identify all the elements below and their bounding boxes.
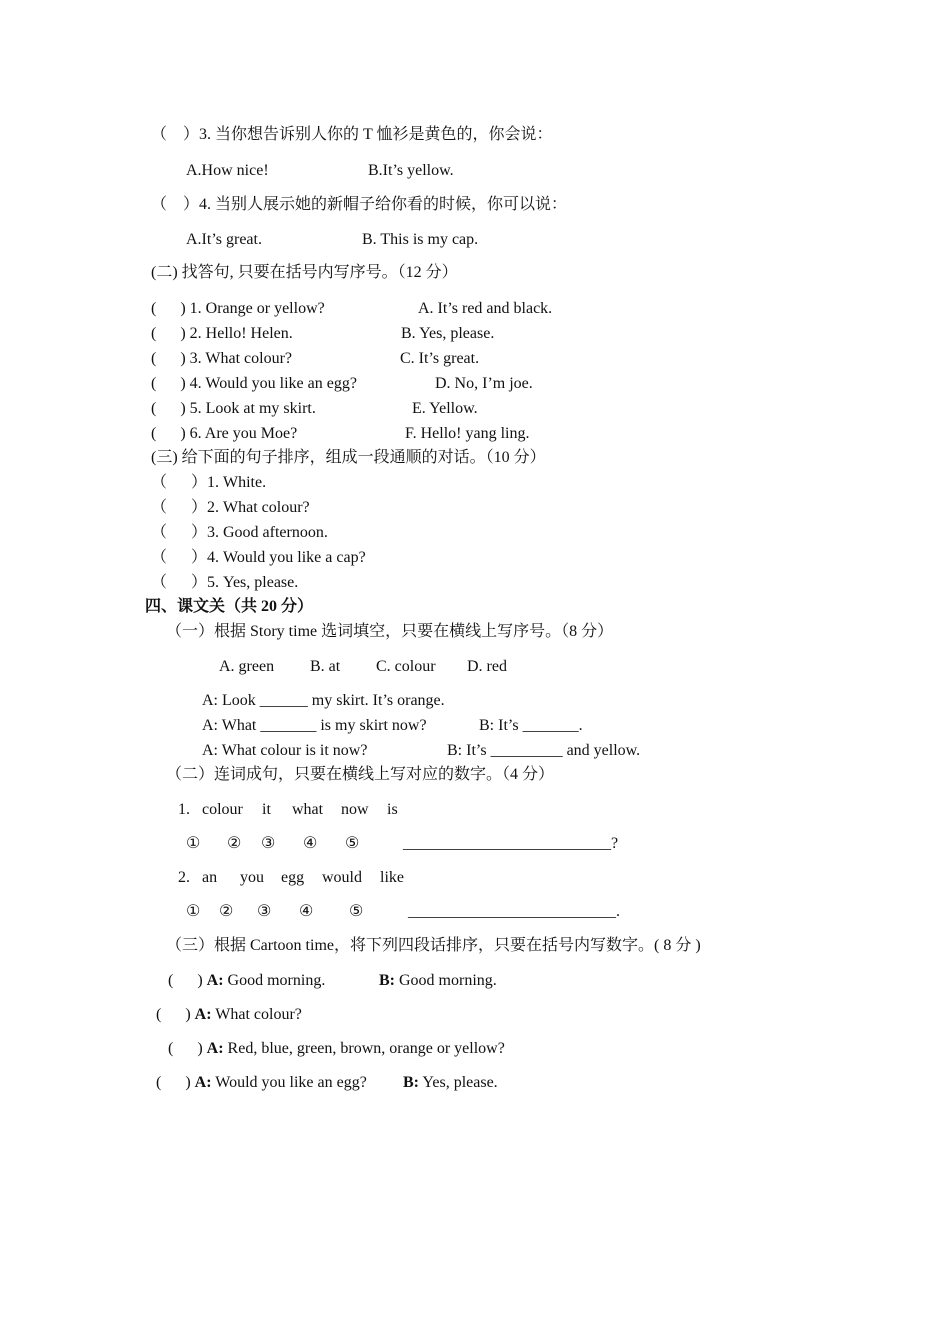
match-question: ( ) 5. Look at my skirt. [151,400,316,417]
word-item: like [380,869,404,886]
speech-text: What colour? [215,1006,302,1023]
answer-blank: __________________________? [403,835,619,852]
dialogue-line: A: What colour is it now? [202,742,368,759]
subsection-heading: （一）根据 Story time 选词填空，只要在横线上写序号。（8 分） [166,623,614,640]
question-text: 当你想告诉别人你的 T 恤衫是黄色的，你会说： [215,126,553,143]
option-a: A.How nice! [186,162,269,179]
question-number: （ ）4. [151,196,212,213]
answer-paren: ( ) [156,1006,191,1023]
word-item: you [240,869,264,886]
word-item: what [292,801,324,818]
speech-text: Good morning. [227,972,326,989]
word-option: B. at [310,658,341,675]
circled-number: ④ [303,835,318,852]
speech-text: Red, blue, green, brown, orange or yellow? [227,1040,505,1057]
order-item: （ ）3. Good afternoon. [151,524,328,541]
answer-blank: __________________________. [408,903,620,920]
question-3 [151,125,553,145]
match-answer: D. No, I’m joe. [435,375,533,392]
cartoon-line [168,1039,505,1059]
cartoon-line [156,1073,367,1093]
answer-paren: ( ) [168,1040,203,1057]
dialogue-line: A: Look ______ my skirt. It’s orange. [202,692,445,709]
match-answer: B. Yes, please. [401,325,495,342]
answer-paren: ( ) [168,972,203,989]
subsection-heading: （二）连词成句，只要在横线上写对应的数字。（4 分） [166,766,555,783]
circled-number: ⑤ [349,903,364,920]
circled-number: ① [186,835,201,852]
word-item: egg [281,869,305,886]
dialogue-line: B: It’s _________ and yellow. [447,742,641,759]
circled-number: ⑤ [345,835,360,852]
order-item: （ ）4. Would you like a cap? [151,549,366,566]
match-question: ( ) 1. Orange or yellow? [151,300,325,317]
word-item: is [387,801,398,818]
match-answer: E. Yellow. [412,400,478,417]
word-item: now [341,801,369,818]
circled-number: ③ [261,835,276,852]
section-heading: 四、课文关（共 20 分） [145,598,314,615]
circled-number: ① [186,903,201,920]
section-heading: (二) 找答句, 只要在括号内写序号。（12 分） [151,264,458,281]
speaker-a: A: [194,1074,212,1091]
speaker-a: A: [206,972,224,989]
speaker-a: A: [206,1040,224,1057]
word-option: D. red [467,658,507,675]
word-option: A. green [219,658,275,675]
word-item: would [322,869,362,886]
order-item: （ ）1. White. [151,474,267,491]
option-b: B.It’s yellow. [368,162,454,179]
match-answer: C. It’s great. [400,350,480,367]
cartoon-line [156,1005,302,1025]
speech-text: Good morning. [399,972,497,989]
word-item: colour [202,801,243,818]
word-item: 2. [178,869,190,886]
word-item: an [202,869,218,886]
circled-number: ② [227,835,242,852]
match-question: ( ) 3. What colour? [151,350,292,367]
question-4 [151,195,567,215]
match-question: ( ) 2. Hello! Helen. [151,325,293,342]
speaker-b: B: [379,972,395,989]
section-heading: (三) 给下面的句子排序，组成一段通顺的对话。（10 分） [151,449,546,466]
option-b: B. This is my cap. [362,231,479,248]
circled-number: ③ [257,903,272,920]
match-answer: A. It’s red and black. [418,300,553,317]
option-a: A.It’s great. [186,231,262,248]
word-item: 1. [178,801,190,818]
speaker-b: B: [403,1074,419,1091]
speaker-a: A: [194,1006,212,1023]
speech-text: Yes, please. [422,1074,498,1091]
order-item: （ ）2. What colour? [151,499,310,516]
match-answer: F. Hello! yang ling. [405,425,530,442]
word-item: it [262,801,271,818]
answer-paren: ( ) [156,1074,191,1091]
question-text: 当别人展示她的新帽子给你看的时候，你可以说： [215,196,568,213]
dialogue-line: A: What _______ is my skirt now? [202,717,427,734]
cartoon-reply [379,971,497,991]
speech-text: Would you like an egg? [215,1074,367,1091]
question-number: （ ）3. [151,126,212,143]
order-item: （ ）5. Yes, please. [151,574,299,591]
word-option: C. colour [376,658,436,675]
match-question: ( ) 6. Are you Moe? [151,425,298,442]
circled-number: ② [219,903,234,920]
dialogue-line: B: It’s _______. [479,717,583,734]
match-question: ( ) 4. Would you like an egg? [151,375,357,392]
circled-number: ④ [299,903,314,920]
subsection-heading: （三）根据 Cartoon time，将下列四段话排序，只要在括号内写数字。( 8 分 ) [166,937,701,954]
cartoon-line [168,971,325,991]
cartoon-reply [403,1073,498,1093]
